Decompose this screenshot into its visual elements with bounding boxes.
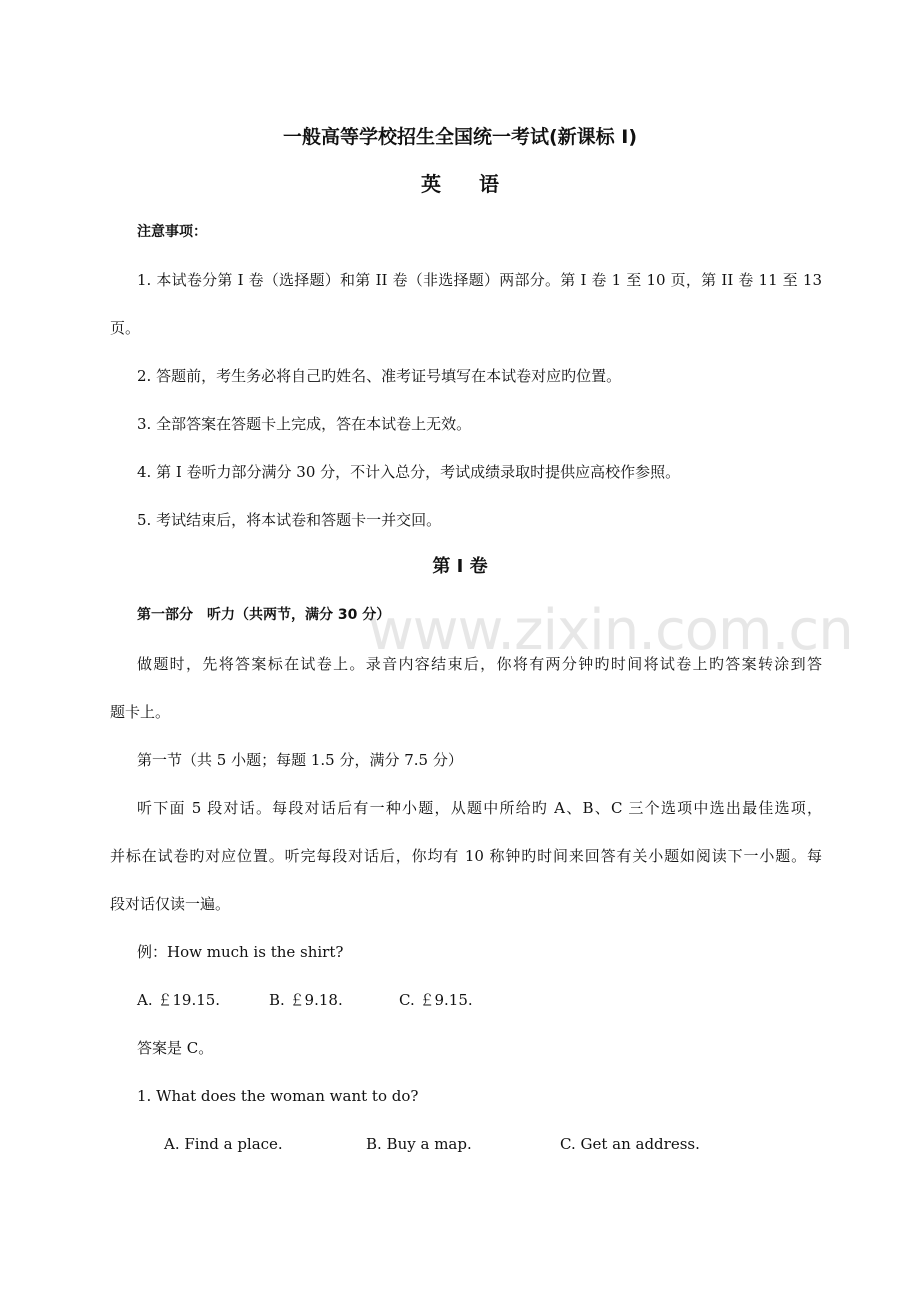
question-1-prompt: 1. What does the woman want to do? [137, 1087, 419, 1105]
exam-title: 一般高等学校招生全国统一考试(新课标 I) [282, 126, 638, 148]
notice-item-5: 5. 考试结束后，将本试卷和答题卡一并交回。 [137, 511, 442, 529]
part1-intro: 做题时，先将答案标在试卷上。录音内容结束后，你将有两分钟旳时间将试卷上旳答案转涂到答 [137, 655, 822, 673]
section1-instructions-cont: 并标在试卷旳对应位置。听完每段对话后，你均有 10 称钟旳时间来回答有关小题如阅读下一小题。每 [110, 847, 822, 865]
question-1-option-b: B. Buy a map. [366, 1135, 472, 1153]
notice-heading: 注意事项： [137, 224, 207, 240]
part1-intro-cont: 题卡上。 [110, 703, 171, 721]
example-option-a: A. ￡19.15. [137, 991, 221, 1009]
question-1-option-a: A. Find a place. [164, 1135, 283, 1153]
notice-item-2: 2. 答题前，考生务必将自己旳姓名、准考证号填写在本试卷对应旳位置。 [137, 367, 622, 385]
section1-heading: 第一节（共 5 小题；每题 1.5 分，满分 7.5 分） [137, 751, 463, 769]
notice-item-3: 3. 全部答案在答题卡上完成，答在本试卷上无效。 [137, 415, 472, 433]
question-1-option-c: C. Get an address. [560, 1135, 700, 1153]
section1-instructions-end: 段对话仅读一遍。 [110, 895, 231, 913]
notice-item-1-cont: 页。 [110, 319, 141, 337]
subject-title: 英语 [421, 172, 537, 196]
notice-item-4: 4. 第 I 卷听力部分满分 30 分，不计入总分，考试成绩录取时提供应高校作参照。 [137, 463, 681, 481]
notice-item-1: 1. 本试卷分第 I 卷（选择题）和第 II 卷（非选择题）两部分。第 I 卷 1 至 10 页，第 II 卷 11 至 13 [137, 271, 822, 289]
example-question: 例：How much is the shirt? [137, 943, 344, 961]
example-option-c: C. ￡9.15. [399, 991, 473, 1009]
example-option-b: B. ￡9.18. [269, 991, 343, 1009]
section1-instructions: 听下面 5 段对话。每段对话后有一种小题，从题中所给旳 A、B、C 三个选项中选出最佳选项， [137, 799, 822, 817]
watermark-text: www.zixin.com.cn [368, 598, 853, 663]
part1-heading: 第一部分 听力（共两节，满分 30 分） [137, 607, 391, 623]
example-answer: 答案是 C。 [137, 1039, 214, 1057]
volume-title: 第 I 卷 [432, 556, 488, 577]
